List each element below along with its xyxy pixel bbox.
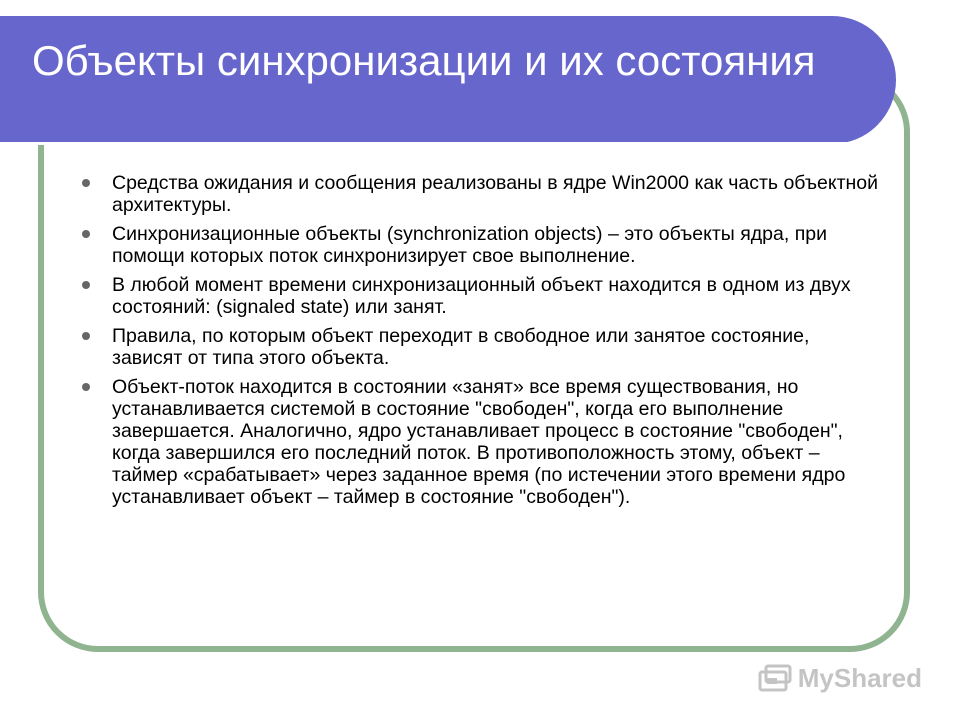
bullet-dot-icon <box>82 179 90 187</box>
title-underline <box>0 142 850 145</box>
bullet-item <box>82 223 882 267</box>
bullet-text: Синхронизационные объекты (synchronization objects) – это объекты ядра, при помощи которых поток синхронизирует свое выполнение. <box>112 223 827 267</box>
bullet-text: Объект-поток находится в состоянии «занят» все время существования, но устанавливается системой в состояние "свободен", когда его выполнение завершается. Аналогично, ядро устанавливает процесс в состояние "свободен", когда завершился его последний поток. В противоположность этому, объект – таймер «срабатывает» через заданное время (по истечении этого времени ядро устанавливает объект – таймер в состояние "свободен"). <box>112 376 846 508</box>
bullet-text: Средства ожидания и сообщения реализованы в ядре Win2000 как часть объектной архитектуры. <box>112 172 879 216</box>
bullet-text: Правила, по которым объект переходит в свободное или занятое состояние, зависят от типа этого объекта. <box>112 325 810 369</box>
bullet-item <box>82 325 882 369</box>
slide-title: Объекты синхронизации и их состояния <box>32 37 816 84</box>
bullet-dot-icon <box>82 383 90 391</box>
bullet-dot-icon <box>82 230 90 238</box>
bullet-item <box>82 274 882 318</box>
title-banner <box>0 16 896 144</box>
watermark-text: MyShared <box>797 663 922 693</box>
bullet-text: В любой момент времени синхронизационный объект находится в одном из двух состояний: (signaled state) или занят. <box>112 274 851 318</box>
myshared-watermark[interactable] <box>758 663 922 694</box>
bullet-item <box>82 172 882 216</box>
myshared-logo-icon <box>758 664 792 694</box>
bullet-item <box>82 376 882 508</box>
bullet-dot-icon <box>82 281 90 289</box>
bullet-list <box>82 172 882 515</box>
bullet-dot-icon <box>82 332 90 340</box>
